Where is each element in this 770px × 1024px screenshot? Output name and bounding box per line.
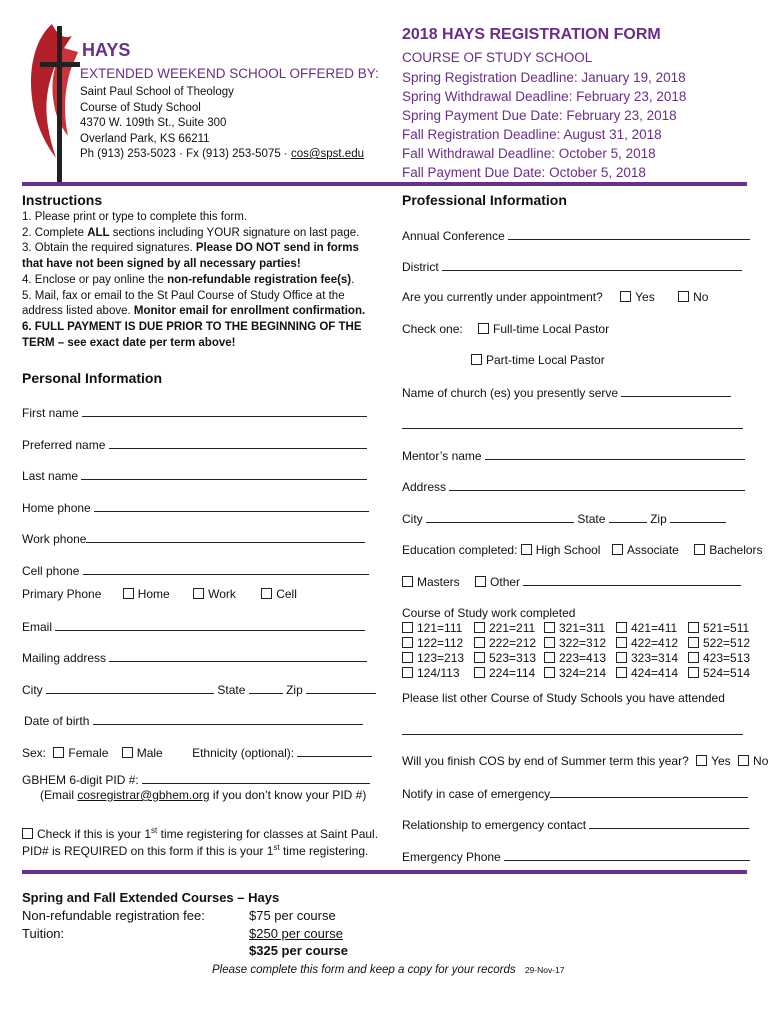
primary-home-checkbox[interactable]: Home	[123, 587, 170, 601]
church-field[interactable]: Name of church (es) you presently serve	[402, 385, 731, 401]
sex-ethnicity-row: Sex: Female Male Ethnicity (optional):	[22, 745, 372, 761]
cos-course-checkbox[interactable]: 423=513	[688, 651, 748, 665]
instruction-item: 4. Enclose or pay online the non-refundable registration fee(s).	[22, 273, 355, 286]
deadline: Spring Payment Due Date: February 23, 2018	[402, 108, 677, 123]
notify-emergency-field[interactable]: Notify in case of emergency	[402, 786, 748, 802]
reg-fee-value: $75 per course	[249, 908, 336, 923]
appointment-yes-checkbox[interactable]: Yes	[620, 290, 655, 304]
cos-course-checkbox[interactable]: 323=314	[616, 651, 688, 665]
form-title: 2018 HAYS REGISTRATION FORM	[402, 26, 661, 43]
offered-by: EXTENDED WEEKEND SCHOOL OFFERED BY:	[80, 66, 379, 81]
cos-course-checkbox[interactable]: 422=412	[616, 636, 688, 650]
deadline: Fall Registration Deadline: August 31, 2018	[402, 127, 662, 142]
instruction-item: TERM – see exact date per term above!	[22, 336, 236, 349]
address-line: Saint Paul School of Theology	[80, 86, 234, 98]
mentor-field[interactable]: Mentor’s name	[402, 448, 745, 464]
address-line: 4370 W. 109th St., Suite 300	[80, 117, 227, 129]
cos-course-checkbox[interactable]: 223=413	[544, 651, 616, 665]
pid-required-note: PID# is REQUIRED on this form if this is your 1st time registering.	[22, 843, 369, 858]
instruction-item: that have not been signed by all necessary parties!	[22, 258, 301, 271]
cos-course-checkbox[interactable]: 122=112	[402, 636, 474, 650]
edu-other-field[interactable]: Other	[475, 575, 741, 589]
deadline: Fall Payment Due Date: October 5, 2018	[402, 165, 646, 180]
city-state-zip-row[interactable]: City State Zip	[22, 682, 376, 698]
header-divider	[22, 182, 747, 186]
address-block	[80, 85, 364, 163]
address-field[interactable]: Address	[402, 479, 745, 495]
footer-note: Please complete this form and keep a copy for your records 29-Nov-17	[212, 964, 565, 976]
cos-course-checkbox[interactable]: 124/113	[402, 666, 474, 680]
cross-flame-logo	[22, 18, 80, 188]
instruction-item: address listed above. Monitor email for enrollment confirmation.	[22, 305, 366, 318]
cos-course-checkbox[interactable]: 322=312	[544, 636, 616, 650]
sex-male-checkbox[interactable]: Male	[122, 746, 163, 760]
tuition-label: Tuition:	[22, 926, 65, 941]
instruction-item: 5. Mail, fax or email to the St Paul Course of Study Office at the	[22, 289, 345, 302]
district-field[interactable]: District	[402, 259, 742, 275]
primary-cell-checkbox[interactable]: Cell	[261, 587, 297, 601]
instruction-item: 3. Obtain the required signatures. Please DO NOT send in forms	[22, 242, 359, 255]
edu-associate-checkbox[interactable]: Associate	[612, 543, 679, 557]
tuition-value: $250 per course	[249, 926, 343, 941]
personal-heading: Personal Information	[22, 370, 163, 386]
cos-course-checkbox[interactable]: 424=414	[616, 666, 688, 680]
pid-note: (Email cosregistrar@gbhem.org if you don’t know your PID #)	[40, 788, 367, 802]
cos-course-checkbox[interactable]: 123=213	[402, 651, 474, 665]
email-field[interactable]: Email	[22, 619, 365, 635]
church-field-line2[interactable]	[402, 416, 743, 434]
full-time-pastor-checkbox[interactable]: Full-time Local Pastor	[478, 322, 609, 336]
edu-bachelors-checkbox[interactable]: Bachelors	[694, 543, 762, 557]
cos-course-checkbox[interactable]: 221=211	[474, 621, 544, 635]
other-schools-label: Please list other Course of Study Schools you have attended	[402, 691, 725, 705]
cos-course-checkbox[interactable]: 224=114	[474, 666, 544, 680]
header-right	[402, 26, 686, 182]
mailing-address-field[interactable]: Mailing address	[22, 650, 367, 666]
instructions-heading: Instructions	[22, 192, 103, 208]
annual-conference-field[interactable]: Annual Conference	[402, 228, 750, 244]
first-name-field[interactable]: First name	[22, 405, 367, 421]
cos-course-checkbox[interactable]: 222=212	[474, 636, 544, 650]
cos-completed-label: Course of Study work completed	[402, 606, 576, 620]
deadline: Spring Registration Deadline: January 19, 2018	[402, 70, 686, 85]
professional-heading: Professional Information	[402, 192, 567, 208]
deadline: Fall Withdrawal Deadline: October 5, 2018	[402, 146, 656, 161]
contact-email-link[interactable]: cos@spst.edu	[290, 148, 364, 160]
last-name-field[interactable]: Last name	[22, 468, 367, 484]
cos-course-checkbox[interactable]: 121=111	[402, 621, 474, 635]
total-value: $325 per course	[249, 943, 349, 958]
primary-work-checkbox[interactable]: Work	[193, 587, 236, 601]
dob-field[interactable]: Date of birth	[24, 713, 363, 729]
gbhem-pid-field[interactable]: GBHEM 6-digit PID #:	[22, 772, 370, 788]
contact-line: Ph (913) 253-5023 · Fx (913) 253-5075 · cos@spst.edu	[80, 148, 364, 160]
relationship-field[interactable]: Relationship to emergency contact	[402, 817, 749, 833]
cos-course-checkbox[interactable]: 522=512	[688, 636, 748, 650]
cos-course-checkbox[interactable]: 521=511	[688, 621, 748, 635]
prof-city-state-zip-row[interactable]: City State Zip	[402, 511, 726, 527]
instruction-item: 1. Please print or type to complete this form.	[22, 211, 247, 223]
part-time-pastor-checkbox[interactable]: Part-time Local Pastor	[471, 353, 605, 368]
gbhem-email-link[interactable]: cosregistrar@gbhem.org	[77, 788, 210, 802]
check-one-row: Check one: Full-time Local Pastor	[402, 322, 610, 336]
other-schools-field[interactable]	[402, 722, 743, 740]
reg-fee-label: Non-refundable registration fee:	[22, 908, 205, 923]
finish-cos-row: Will you finish COS by end of Summer term this year? Yes No	[402, 754, 769, 768]
education-row-2	[402, 574, 741, 590]
ethnicity-field[interactable]: Ethnicity (optional):	[192, 746, 372, 760]
cell-phone-field[interactable]: Cell phone	[22, 563, 369, 579]
edu-high-school-checkbox[interactable]: High School	[521, 543, 601, 557]
instruction-item: 6. FULL PAYMENT IS DUE PRIOR TO THE BEGINNING OF THE	[22, 320, 362, 333]
preferred-name-field[interactable]: Preferred name	[22, 437, 367, 453]
primary-phone-row: Primary Phone Home Work Cell	[22, 587, 297, 601]
cos-course-grid	[402, 621, 751, 680]
work-phone-field[interactable]: Work phone	[22, 531, 365, 547]
instructions-list	[22, 210, 372, 351]
fees-heading: Spring and Fall Extended Courses – Hays	[22, 890, 280, 905]
org-name: HAYS	[82, 40, 131, 60]
school-name: COURSE OF STUDY SCHOOL	[402, 50, 593, 65]
footer-divider	[22, 870, 747, 874]
address-line: Course of Study School	[80, 101, 201, 114]
appointment-row: Are you currently under appointment? Yes No	[402, 290, 709, 304]
footer-date: 29-Nov-17	[524, 965, 565, 975]
appointment-no-checkbox[interactable]: No	[678, 290, 708, 304]
edu-masters-checkbox[interactable]: Masters	[402, 575, 460, 589]
finish-no-checkbox[interactable]: No	[738, 754, 768, 768]
first-time-checkbox[interactable]: Check if this is your 1st time registering for classes at Saint Paul.	[22, 823, 378, 842]
finish-yes-checkbox[interactable]: Yes	[696, 754, 731, 768]
address-line: Overland Park, KS 66211	[80, 132, 210, 145]
cos-course-checkbox[interactable]: 321=311	[544, 621, 616, 635]
emergency-phone-field[interactable]: Emergency Phone	[402, 849, 750, 865]
education-row: Education completed: High School Associate Bachelors	[402, 543, 763, 557]
cos-course-checkbox[interactable]: 523=313	[474, 651, 544, 665]
cos-course-checkbox[interactable]: 524=514	[688, 666, 748, 680]
home-phone-field[interactable]: Home phone	[22, 500, 369, 516]
cos-course-checkbox[interactable]: 421=411	[616, 621, 688, 635]
deadline: Spring Withdrawal Deadline: February 23, 2018	[402, 89, 687, 104]
cos-course-checkbox[interactable]: 324=214	[544, 666, 616, 680]
sex-female-checkbox[interactable]: Female	[53, 746, 108, 760]
instruction-item: 2. Complete ALL sections including YOUR signature on last page.	[22, 226, 360, 239]
